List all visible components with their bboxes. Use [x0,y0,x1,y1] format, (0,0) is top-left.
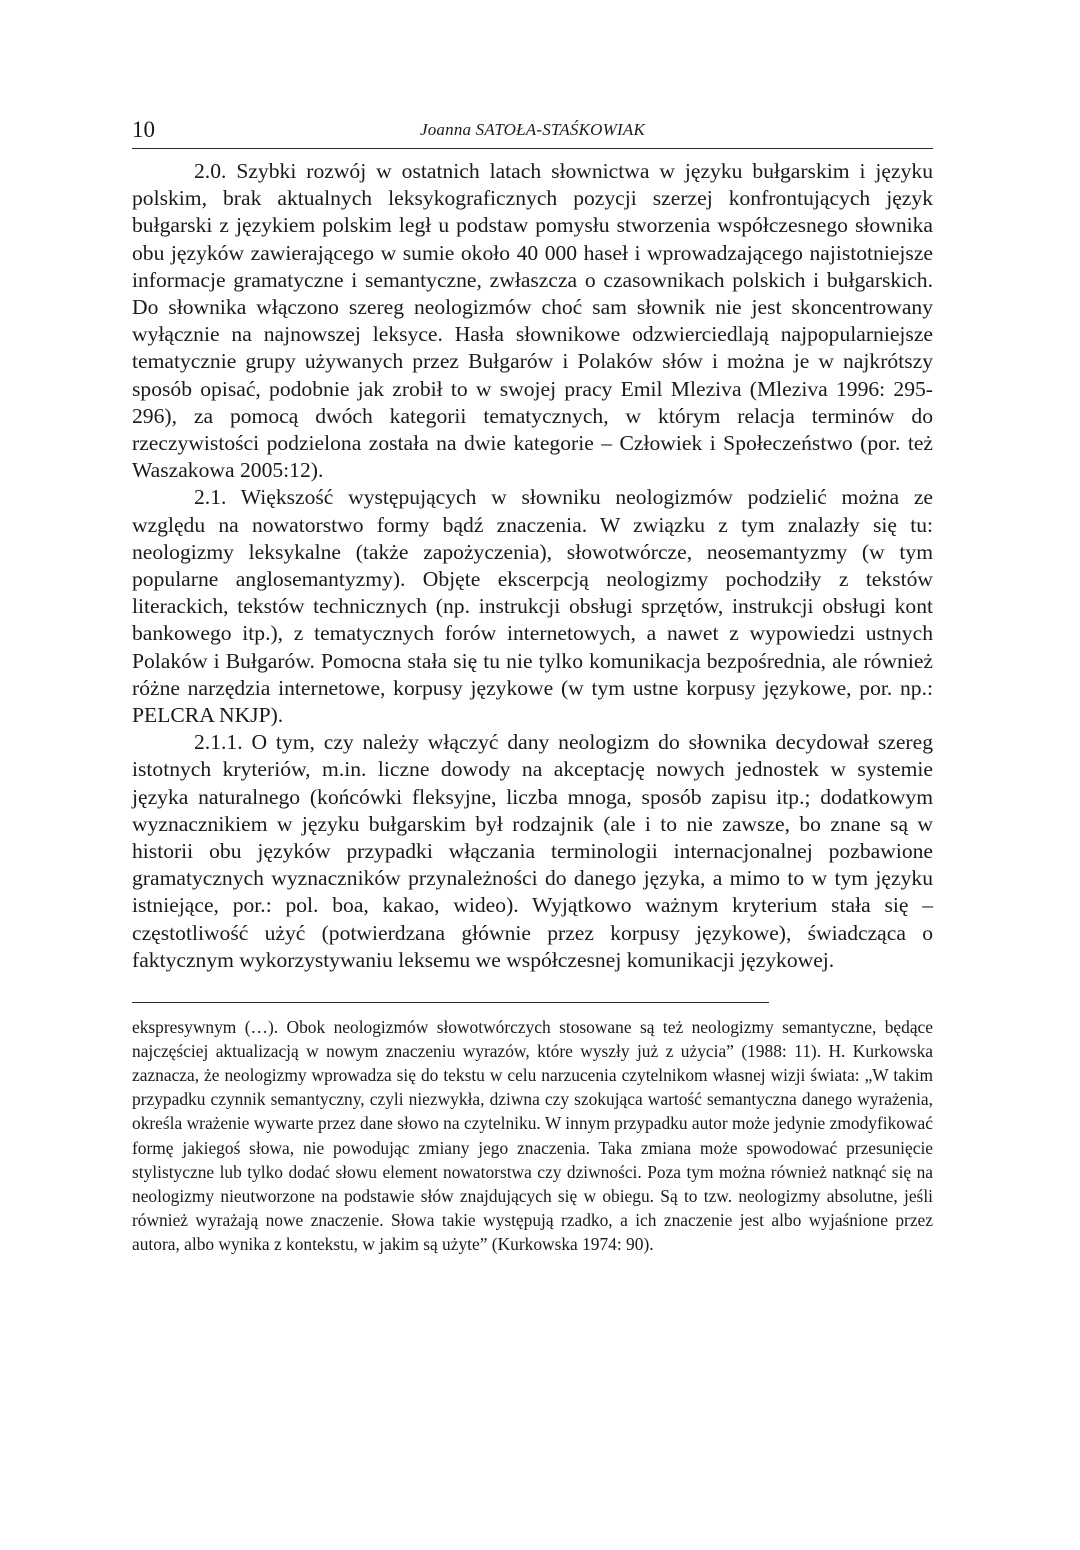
running-head-author: Joanna SATOŁA-STAŚKOWIAK [419,120,645,139]
footnote-text: ekspresywnym (…). Obok neologizmów słowotwórczych stosowane są też neologizmy semantyczne, będące najczęściej aktualizacją w nowym znaczeniu wyrazów, które wyszły już z użycia” (1988: 11). H. Kurkowska zaznacza, że neologizmy wprowadza się do tekstu w celu narzucenia czytelnikom własnej wizji świata: „W takim przypadku czynnik semantyczny, czyli niezwykła, dziwna czy szokująca wartość semantyczna danego wyrażenia, określa wrażenie wywarte przez dane słowo na czytelniku. W innym przypadku autor może jedynie zmodyfikować formę jakiegoś słowa, nie powodując zmiany jego znaczenia. Taka zmiana może spowodować przesunięcie stylistyczne lub tylko dodać słowu element nowatorstwa czy dziwności. Poza tym można również natknąć się na neologizmy nieutworzone na podstawie słów znajdujących się w obiegu. Są to tzw. neologizmy absolutne, jeśli również wyrażają nowe znaczenie. Słowa takie występują rzadko, a ich znaczenie jest albo wyjaśnione przez autora, albo wynika z kontekstu, w jakim są użyte” (Kurkowska 1974: 90). [132,1017,933,1254]
document-page [132,112,933,1256]
page-number: 10 [132,117,155,142]
paragraph-2-0: 2.0. Szybki rozwój w ostatnich latach słownictwa w języku bułgarskim i języku polskim, brak aktualnych leksykograficznych pozycji szerzej konfrontujących język bułgarski z językiem polskim legł u podstaw pomysłu stworzenia współczesnego słownika obu języków zawierającego w sumie około 40 000 haseł i wprowadzającego najistotniejsze informacje gramatyczne i semantyczne, zwłaszcza o czasownikach polskich i bułgarskich. Do słownika włączono szereg neologizmów choć sam słownik nie jest skoncentrowany wyłącznie na najnowszej leksyce. Hasła słownikowe odzwierciedlają najpopularniejsze tematycznie grupy używanych przez Bułgarów i Polaków słów i można je w najkrótszy sposób opisać, podobnie jak zrobił to w swojej pracy Emil Mleziva (Mleziva 1996: 295-296), za pomocą dwóch kategorii tematycznych, w którym relacja terminów do rzeczywistości podzielona została na dwie kategorie – Człowiek i Społeczeństwo (por. też Waszakowa 2005:12). [132,159,933,483]
footnote [132,1015,933,1256]
paragraph-2-1-1: 2.1.1. O tym, czy należy włączyć dany neologizm do słownika decydował szereg istotnych kryteriów, m.in. liczne dowody na akceptację nowych jednostek w systemie języka naturalnego (końcówki fleksyjne, liczba mnoga, sposób zapisu itp.; dodatkowym wyznacznikiem w języku bułgarskim był rodzajnik (ale i to nie zawsze, bo znane są w historii obu języków przypadki włączania terminologii internacjonalnej pozbawione gramatycznych wyznaczników przynależności do danego języka, a mimo to w tym języku istniejące, por.: pol. boa, kakao, wideo). Wyjątkowo ważnym kryterium stała się – częstotliwość użyć (potwierdzana głównie przez korpusy językowe), świadcząca o faktycznym wykorzystywaniu leksemu we współczesnej komunikacji językowej. [132,730,933,972]
paragraph-2-1: 2.1. Większość występujących w słowniku neologizmów podzielić można ze względu na nowatorstwo formy bądź znaczenia. W związku z tym znalazły się tu: neologizmy leksykalne (także zapożyczenia), słowotwórcze, neosemantyzmy (w tym popularne anglosemantyzmy). Objęte ekscerpcją neologizmy pochodziły z tekstów literackich, tekstów technicznych (np. instrukcji obsługi sprzętów, instrukcji obsługi kont bankowego itp.), z tematycznych forów internetowych, a nawet z wypowiedzi ustnych Polaków i Bułgarów. Pomocna stała się tu nie tylko komunikacja bezpośrednia, ale również różne narzędzia internetowe, korpusy językowe (w tym ustne korpusy językowe, por. np.: PELCRA NKJP). [132,485,933,728]
page-header [132,112,933,149]
main-text [132,158,933,974]
footnote-separator [132,1002,769,1003]
